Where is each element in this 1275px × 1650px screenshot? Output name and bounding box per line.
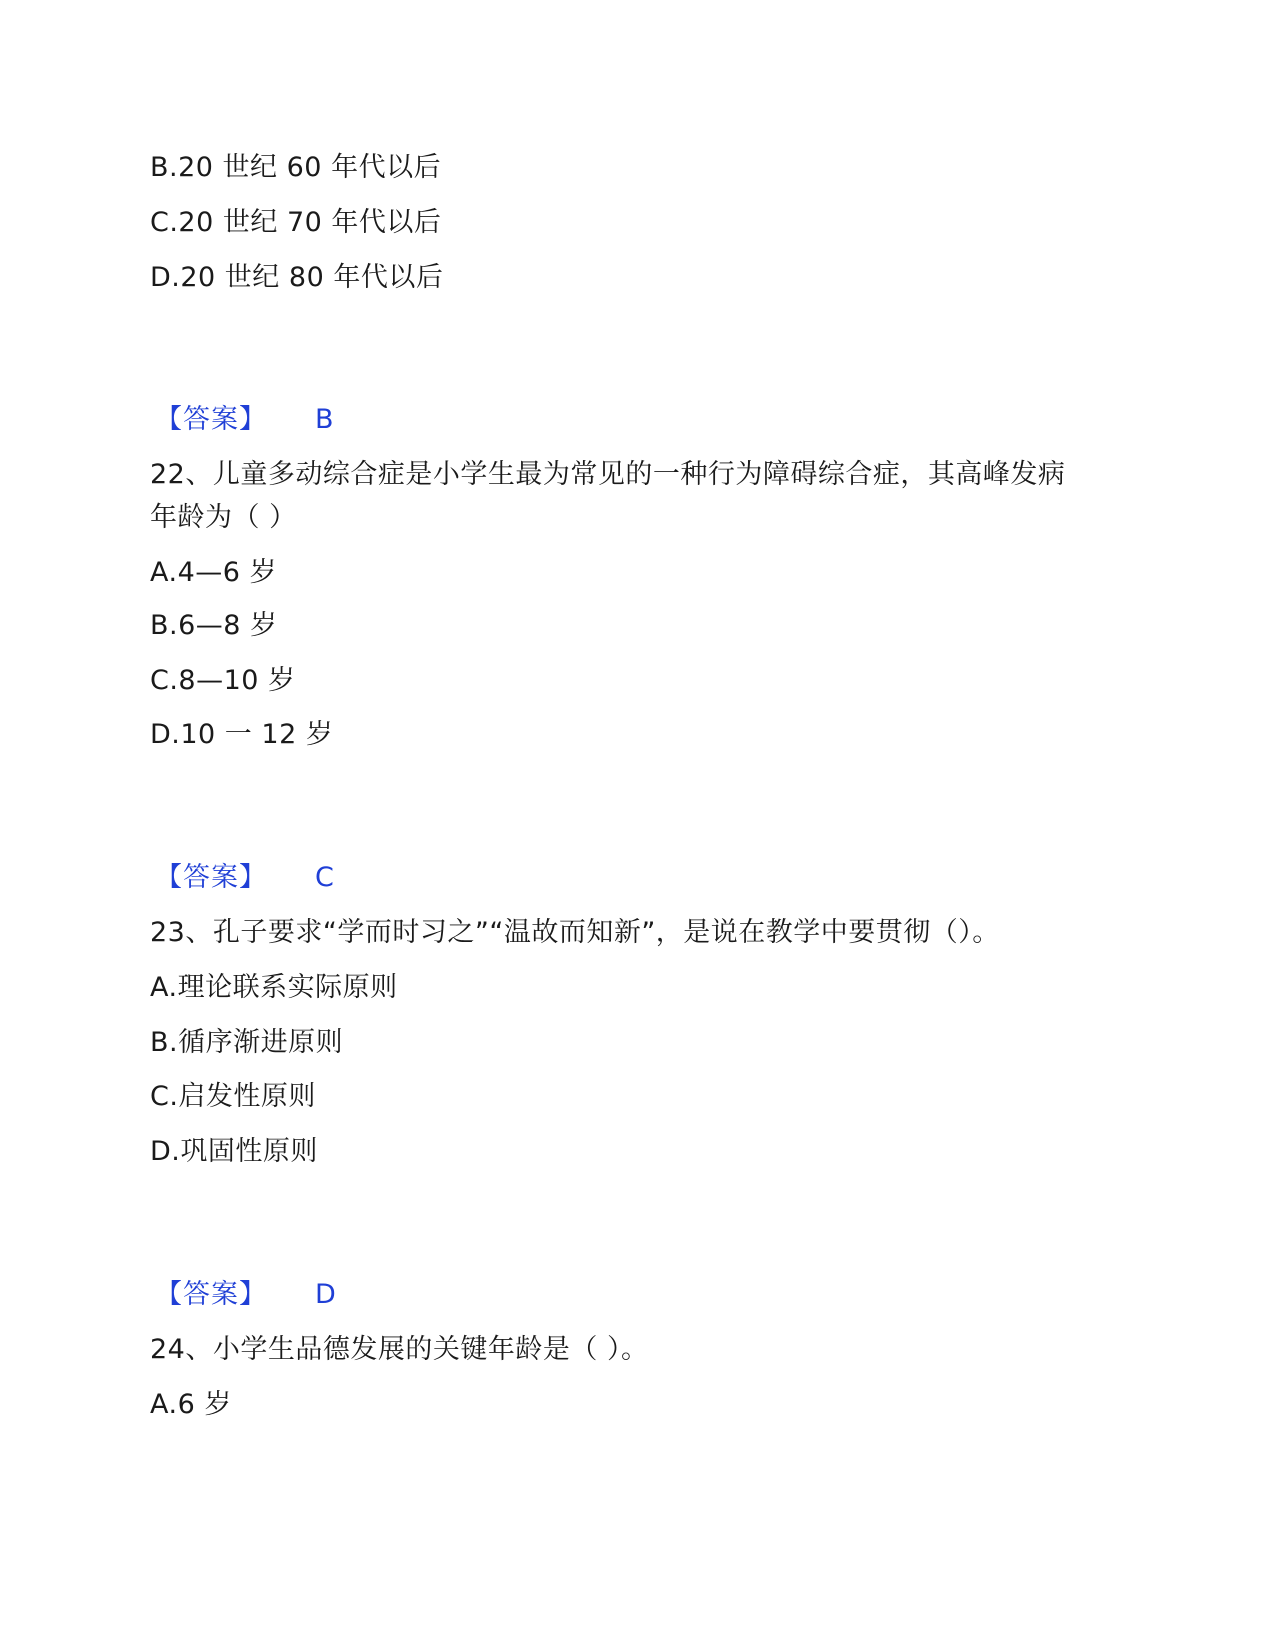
question-22-stem-line1: 22、儿童多动综合症是小学生最为常见的一种行为障碍综合症，其高峰发病 xyxy=(150,459,1066,490)
answer-line xyxy=(155,1277,336,1313)
question-23-stem: 23、孔子要求“学而时习之”“温故而知新”，是说在教学中要贯彻（）。 xyxy=(150,917,1000,948)
answer-line xyxy=(155,860,334,896)
answer-value: C xyxy=(315,862,334,893)
question-22-option-c: C.8—10 岁 xyxy=(150,665,296,696)
answer-label: 【答案】 xyxy=(155,404,267,435)
question-22-option-a: A.4—6 岁 xyxy=(150,557,278,588)
question-23-option-c: C.启发性原则 xyxy=(150,1081,316,1112)
answer-label: 【答案】 xyxy=(155,862,267,893)
question-23-option-d: D.巩固性原则 xyxy=(150,1136,318,1167)
answer-value: B xyxy=(315,404,334,435)
question-24-option-a: A.6 岁 xyxy=(150,1389,232,1420)
question-22-option-d: D.10 一 12 岁 xyxy=(150,719,334,750)
question-23-option-b: B.循序渐进原则 xyxy=(150,1027,344,1058)
question-23-option-a: A.理论联系实际原则 xyxy=(150,972,398,1003)
question-22-stem-line2: 年龄为（ ） xyxy=(150,502,297,533)
question-22-option-b: B.6—8 岁 xyxy=(150,610,278,641)
option-b: B.20 世纪 60 年代以后 xyxy=(150,152,442,183)
question-24-stem: 24、小学生品德发展的关键年龄是（ ）。 xyxy=(150,1334,649,1365)
answer-label: 【答案】 xyxy=(155,1279,267,1310)
answer-value: D xyxy=(315,1279,336,1310)
option-d: D.20 世纪 80 年代以后 xyxy=(150,262,444,293)
option-c: C.20 世纪 70 年代以后 xyxy=(150,207,442,238)
answer-line xyxy=(155,402,334,438)
